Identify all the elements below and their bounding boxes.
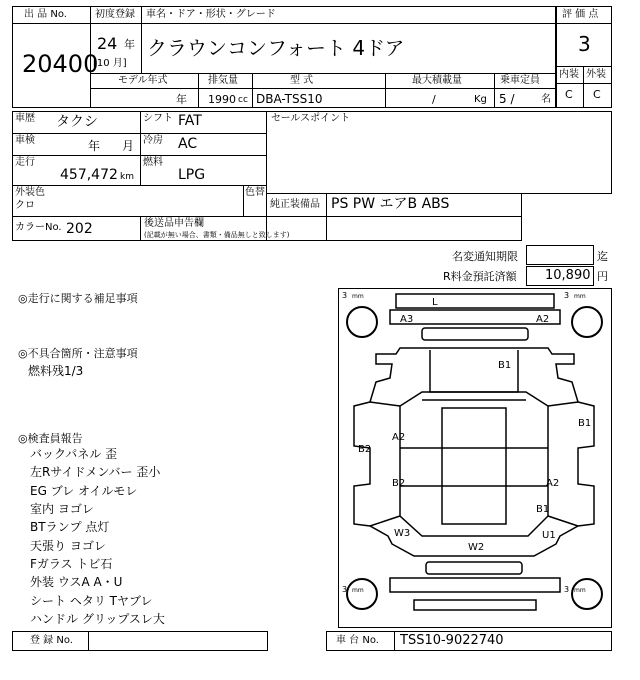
tire-label-rr: 3 xyxy=(564,585,570,594)
ac-label: 冷房 xyxy=(143,135,163,146)
inspector-item: 左Rサイドメンバー 歪小 xyxy=(30,465,161,479)
inspection-label: 車検 xyxy=(15,135,35,146)
score-label: 評 価 点 xyxy=(562,9,599,20)
inspector-item: バックパネル 歪 xyxy=(30,447,118,461)
max-load-label: 最大積載量 xyxy=(412,75,462,86)
mark-w3: W3 xyxy=(394,528,411,539)
mileage-label: 走行 xyxy=(15,157,35,168)
inspector-title: ◎検査員報告 xyxy=(18,432,83,445)
exterior-color-value: クロ xyxy=(15,200,35,211)
score-value: 3 xyxy=(578,32,591,56)
inspector-item: 室内 ヨゴレ xyxy=(30,502,94,516)
mark-w2: W2 xyxy=(468,542,485,553)
tire-unit-rl: mm xyxy=(352,587,364,594)
capacity-unit: 名 xyxy=(541,94,551,105)
color-change-label: 色替 xyxy=(245,187,265,198)
defect-item: 燃料残1/3 xyxy=(28,364,84,378)
history-label: 車歴 xyxy=(15,113,35,124)
equipment-label: 純正装備品 xyxy=(270,199,320,210)
capacity-value: 5 / xyxy=(499,92,515,106)
lot-label: 出 品 No. xyxy=(24,9,67,20)
tire-icons xyxy=(347,307,602,609)
reg-no-label: 登 録 No. xyxy=(30,635,73,646)
damage-marks xyxy=(358,297,591,553)
model-year-label: モデル年式 xyxy=(118,75,168,86)
fuel-label: 燃料 xyxy=(143,157,163,168)
shift-value: FAT xyxy=(178,113,202,129)
inspector-item: ハンドル グリップスレ大 xyxy=(30,612,165,626)
recycle-amount: 10,890 xyxy=(545,268,591,283)
driving-notes-title: ◎走行に関する補足事項 xyxy=(18,292,138,305)
post-report-note: (記載が無い場合、書類・備品無しと致します) xyxy=(144,231,290,239)
equipment-value: PS PW エアB ABS xyxy=(331,196,450,212)
mark-a3: A3 xyxy=(400,314,414,325)
first-reg-month: [10 月] xyxy=(93,58,127,69)
recycle-label: R料金預託済額 xyxy=(443,270,517,283)
chassis-label: 車 台 No. xyxy=(336,635,379,646)
exterior-grade: C xyxy=(593,88,601,101)
sales-point-label: セールスポイント xyxy=(271,113,351,124)
capacity-label: 乗車定員 xyxy=(500,75,540,86)
interior-label: 内装 xyxy=(559,69,579,80)
color-no-value: 202 xyxy=(66,221,93,237)
first-reg-year: 24 xyxy=(97,34,118,53)
mark-b2-left: B2 xyxy=(358,444,372,455)
model-year-unit: 年 xyxy=(176,93,187,106)
car-damage-diagram xyxy=(338,288,612,628)
inspector-item: シート ヘタリ Tヤブレ xyxy=(30,594,153,608)
max-load-value: / xyxy=(432,93,436,106)
displacement-label: 排気量 xyxy=(208,75,238,86)
mileage-unit: km xyxy=(120,172,134,182)
lot-number: 20400 xyxy=(22,50,99,78)
mark-b1-rear: B1 xyxy=(536,504,550,515)
chassis-no: TSS10-9022740 xyxy=(400,633,504,648)
tire-label-fl: 3 xyxy=(342,291,348,300)
tire-label-fr: 3 xyxy=(564,291,570,300)
tire-label-rl: 3 xyxy=(342,585,348,594)
mark-l: L xyxy=(432,297,438,308)
type-value: DBA-TSS10 xyxy=(256,92,323,106)
mark-b1-right: B1 xyxy=(578,418,592,429)
mark-b2-door: B2 xyxy=(392,478,406,489)
mark-b1-hood: B1 xyxy=(498,360,512,371)
name-change-box xyxy=(526,245,594,265)
mark-a2-right: A2 xyxy=(546,478,560,489)
inspection-year: 年 xyxy=(88,139,101,153)
name-change-label: 名変通知期限 xyxy=(452,250,518,263)
recycle-unit: 円 xyxy=(597,270,608,283)
ac-value: AC xyxy=(178,136,198,152)
exterior-color-label: 外装色 xyxy=(15,187,45,198)
first-reg-label: 初度登録 xyxy=(95,9,135,20)
shift-label: シフト xyxy=(143,113,173,124)
mark-u1: U1 xyxy=(542,530,556,541)
car-name-label: 車名・ドア・形状・グレード xyxy=(146,9,276,20)
displacement-unit: cc xyxy=(238,95,248,105)
tire-unit-fl: mm xyxy=(352,293,364,300)
fuel-value: LPG xyxy=(178,167,206,183)
tire-unit-fr: mm xyxy=(574,293,586,300)
exterior-label: 外装 xyxy=(586,69,606,80)
history-value: タクシ xyxy=(56,114,98,130)
interior-grade: C xyxy=(565,88,573,101)
type-label: 型 式 xyxy=(290,75,314,86)
defects-title: ◎不具合箇所・注意事項 xyxy=(18,347,138,360)
mileage-value: 457,472 xyxy=(60,167,118,183)
post-report-label: 後送品申告欄 xyxy=(144,218,204,229)
inspector-item: 天張り ヨゴレ xyxy=(30,539,106,553)
inspector-item: Fガラス トビ石 xyxy=(30,557,113,571)
inspector-item: 外装 ウスA A・U xyxy=(30,575,123,589)
tire-unit-rr: mm xyxy=(574,587,586,594)
inspector-item: EG ブレ オイルモレ xyxy=(30,484,138,498)
year-unit: 年 xyxy=(124,38,135,51)
inspection-month: 月 xyxy=(122,139,135,153)
name-change-unit: 迄 xyxy=(597,250,608,263)
mark-a2-left: A2 xyxy=(392,432,406,443)
mark-a2-front: A2 xyxy=(536,314,550,325)
color-no-label: カラーNo. xyxy=(15,222,62,233)
inspector-item: BTランプ 点灯 xyxy=(30,520,110,534)
car-name: クラウンコンフォート 4ドア xyxy=(147,36,405,60)
displacement-value: 1990 xyxy=(208,93,236,106)
max-load-unit: Kg xyxy=(474,94,487,105)
